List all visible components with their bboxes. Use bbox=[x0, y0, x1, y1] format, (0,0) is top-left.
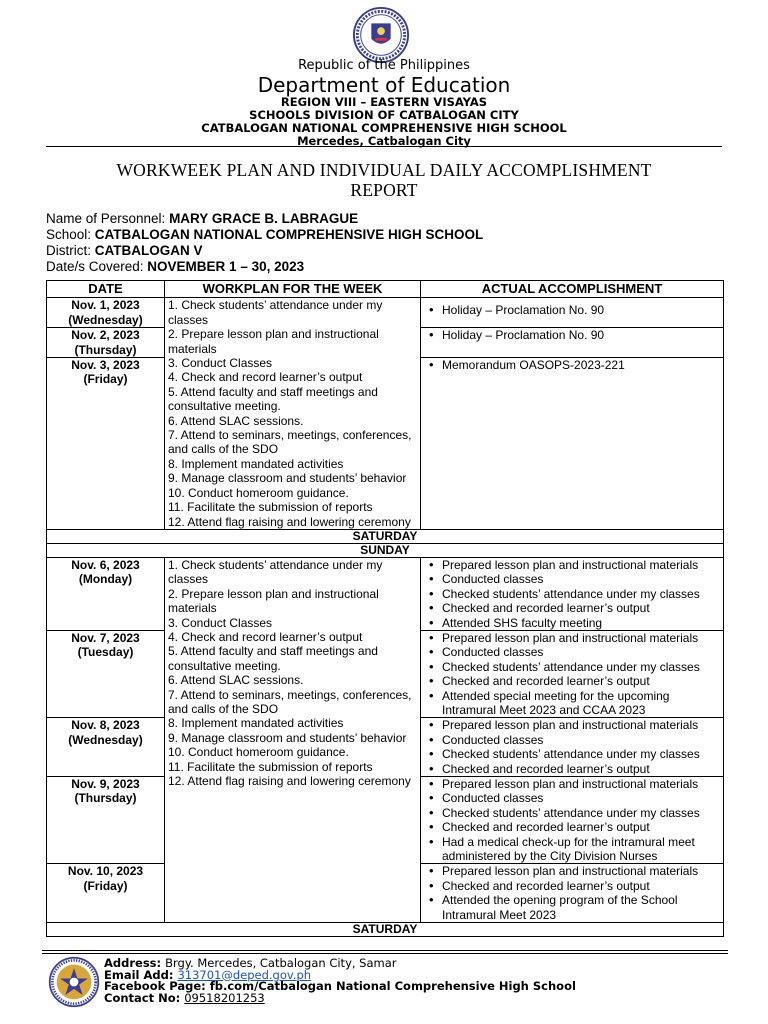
date-cell bbox=[47, 777, 165, 864]
republic-line: Republic of the Philippines bbox=[298, 58, 470, 73]
workplan-item: 2. Prepare lesson plan and instructional materials bbox=[168, 586, 379, 616]
title-line-1: WORKWEEK PLAN AND INDIVIDUAL DAILY ACCOMPLISHMENT bbox=[116, 160, 652, 180]
header-divider bbox=[46, 146, 722, 147]
list-item: • Prepared lesson plan and instructional materials bbox=[442, 558, 720, 572]
day-text: (Thursday) bbox=[74, 791, 137, 806]
workplan-item: 7. Attend to seminars, meetings, conferences, and calls of the SDO bbox=[168, 428, 412, 457]
contact-row bbox=[104, 990, 576, 1005]
date-cell bbox=[47, 557, 165, 630]
workplan-item: 8. Implement mandated activities bbox=[168, 456, 344, 471]
workplan-item: 10. Conduct homeroom guidance. bbox=[168, 485, 349, 500]
accomplishment-cell bbox=[421, 718, 724, 777]
list-item: • Attended the opening program of the School Intramural Meet 2023 bbox=[442, 893, 720, 922]
date-text: Nov. 3, 2023 bbox=[71, 358, 140, 373]
contact-label: Contact No: bbox=[104, 990, 185, 1005]
list-item: • Conducted classes bbox=[442, 733, 720, 747]
date-cell bbox=[47, 298, 165, 328]
day-text: (Friday) bbox=[83, 372, 128, 387]
footer-divider bbox=[42, 950, 728, 951]
name-label: Name of Personnel: bbox=[46, 211, 170, 226]
accomplishment-cell bbox=[421, 358, 724, 530]
header-accomplishment: ACTUAL ACCOMPLISHMENT bbox=[421, 281, 724, 298]
email-link[interactable]: 313701@deped.gov.ph bbox=[177, 967, 312, 982]
list-item: • Prepared lesson plan and instructional materials bbox=[442, 777, 720, 791]
table-row bbox=[47, 557, 724, 630]
workplan-item: 1. Check students’ attendance under my classes bbox=[168, 298, 383, 327]
date-text: Nov. 10, 2023 bbox=[67, 864, 144, 879]
workplan-item: 4. Check and record learner’s output bbox=[168, 370, 363, 385]
header-workplan: WORKPLAN FOR THE WEEK bbox=[165, 281, 421, 298]
list-item: • Checked students’ attendance under my classes bbox=[442, 660, 720, 674]
list-item: • Prepared lesson plan and instructional materials bbox=[442, 631, 720, 645]
saturday-label: SATURDAY bbox=[47, 923, 724, 937]
list-item: • Checked students’ attendance under my classes bbox=[442, 587, 720, 601]
school-line: CATBALOGAN NATIONAL COMPREHENSIVE HIGH SCHOOL bbox=[201, 121, 567, 135]
address-label: Address: bbox=[104, 956, 166, 970]
workplan-item: 3. Conduct Classes bbox=[168, 356, 273, 371]
accomplishment-cell bbox=[421, 630, 724, 717]
accomplishment-cell bbox=[421, 557, 724, 630]
department-name: Department of Education bbox=[257, 73, 511, 97]
date-text: Nov. 7, 2023 bbox=[71, 630, 140, 645]
list-item: • Holiday – Proclamation No. 90 bbox=[442, 328, 720, 342]
name-value: MARY GRACE B. LABRAGUE bbox=[169, 211, 359, 226]
personnel-info bbox=[46, 211, 483, 275]
workplan-table bbox=[46, 280, 724, 937]
list-item: • Attended special meeting for the upcoming Intramural Meet 2023 and CCAA 2023 bbox=[442, 689, 720, 718]
table-row-saturday bbox=[47, 923, 724, 937]
accomplishment-cell bbox=[421, 328, 724, 358]
date-cell bbox=[47, 328, 165, 358]
workplan-cell-week2 bbox=[165, 557, 421, 922]
footer-divider-thin bbox=[42, 953, 728, 954]
list-item: • Checked and recorded learner’s output bbox=[442, 601, 720, 615]
date-text: Nov. 8, 2023 bbox=[71, 718, 140, 733]
dates-label: Date/s Covered: bbox=[46, 259, 148, 274]
workplan-item: 3. Conduct Classes bbox=[168, 615, 273, 630]
header-date: DATE bbox=[47, 281, 165, 298]
workplan-item: 6. Attend SLAC sessions. bbox=[168, 673, 304, 688]
workplan-item: 10. Conduct homeroom guidance. bbox=[168, 745, 349, 760]
list-item: • Had a medical check-up for the intramural meet administered by the City Division Nurses bbox=[442, 835, 720, 864]
school-value: CATBALOGAN NATIONAL COMPREHENSIVE HIGH SCHOOL bbox=[94, 227, 484, 242]
date-text: Nov. 9, 2023 bbox=[71, 777, 140, 791]
list-item: • Conducted classes bbox=[442, 572, 720, 586]
workplan-item: 12. Attend flag raising and lowering ceremony bbox=[168, 774, 411, 788]
list-item: • Conducted classes bbox=[442, 645, 720, 659]
workplan-item: 11. Facilitate the submission of reports bbox=[168, 759, 373, 774]
workplan-item: 1. Check students’ attendance under my classes bbox=[168, 557, 383, 587]
list-item: • Checked students’ attendance under my classes bbox=[442, 806, 720, 820]
workplan-item: 5. Attend faculty and staff meetings and consultative meeting. bbox=[168, 384, 378, 414]
table-row-saturday bbox=[47, 529, 724, 543]
date-cell bbox=[47, 630, 165, 717]
region-line: REGION VIII – EASTERN VISAYAS bbox=[280, 95, 488, 109]
school-label: School: bbox=[46, 227, 95, 242]
day-text: (Wednesday) bbox=[68, 312, 143, 327]
title-line-2: REPORT bbox=[350, 180, 418, 200]
district-row bbox=[46, 243, 483, 259]
saturday-label: SATURDAY bbox=[47, 529, 724, 543]
district-label: District: bbox=[46, 243, 95, 258]
workplan-item: 12. Attend flag raising and lowering ceremony bbox=[168, 514, 411, 529]
document-title bbox=[46, 160, 722, 200]
facebook-value: fb.com/Catbalogan National Comprehensive High School bbox=[209, 979, 576, 993]
list-item: • Prepared lesson plan and instructional materials bbox=[442, 718, 720, 732]
list-item: • Attended SHS faculty meeting bbox=[442, 616, 720, 630]
school-seal-icon bbox=[48, 956, 100, 1008]
workplan-item: 9. Manage classroom and students’ behavior bbox=[168, 471, 407, 486]
letterhead bbox=[0, 58, 768, 148]
date-text: Nov. 6, 2023 bbox=[71, 557, 140, 572]
list-item: • Prepared lesson plan and instructional materials bbox=[442, 864, 720, 878]
email-label: Email Add: bbox=[104, 967, 178, 982]
day-text: (Tuesday) bbox=[77, 645, 134, 660]
table-row-sunday bbox=[47, 543, 724, 557]
dates-row bbox=[46, 259, 483, 275]
list-item: • Holiday – Proclamation No. 90 bbox=[442, 303, 720, 317]
date-cell bbox=[47, 864, 165, 923]
workplan-item: 11. Facilitate the submission of reports bbox=[168, 500, 373, 515]
date-cell bbox=[47, 358, 165, 530]
date-text: Nov. 1, 2023 bbox=[71, 298, 140, 313]
accomplishment-cell bbox=[421, 777, 724, 864]
accomplishment-cell bbox=[421, 298, 724, 328]
division-line: SCHOOLS DIVISION OF CATBALOGAN CITY bbox=[249, 108, 519, 122]
list-item: • Memorandum OASOPS-2023-221 bbox=[442, 358, 720, 372]
workplan-item: 5. Attend faculty and staff meetings and consultative meeting. bbox=[168, 644, 378, 673]
name-row bbox=[46, 211, 483, 227]
day-text: (Friday) bbox=[83, 878, 128, 893]
table-row bbox=[47, 298, 724, 328]
list-item: • Checked and recorded learner’s output bbox=[442, 674, 720, 688]
workplan-item: 6. Attend SLAC sessions. bbox=[168, 413, 304, 428]
workplan-item: 7. Attend to seminars, meetings, conferences, and calls of the SDO bbox=[168, 687, 412, 716]
list-item: • Checked and recorded learner’s output bbox=[442, 820, 720, 834]
deped-seal-icon bbox=[352, 6, 410, 64]
workplan-item: 4. Check and record learner’s output bbox=[168, 629, 363, 644]
location-line: Mercedes, Catbalogan City bbox=[297, 134, 471, 148]
date-cell bbox=[47, 718, 165, 777]
table-header-row bbox=[47, 281, 724, 298]
accomplishment-cell bbox=[421, 864, 724, 923]
address-value: Brgy. Mercedes, Catbalogan City, Samar bbox=[165, 956, 397, 970]
workplan-item: 2. Prepare lesson plan and instructional materials bbox=[168, 327, 379, 356]
list-item: • Checked and recorded learner’s output bbox=[442, 762, 720, 776]
district-value: CATBALOGAN V bbox=[94, 243, 203, 258]
list-item: • Checked students’ attendance under my classes bbox=[442, 747, 720, 761]
list-item: • Conducted classes bbox=[442, 791, 720, 805]
day-text: (Monday) bbox=[78, 572, 133, 587]
contact-value: 09518201253 bbox=[184, 990, 265, 1005]
dates-value: NOVEMBER 1 – 30, 2023 bbox=[147, 259, 305, 274]
list-item: • Checked and recorded learner’s output bbox=[442, 879, 720, 893]
workplan-cell-week1 bbox=[165, 298, 421, 530]
school-row bbox=[46, 227, 483, 243]
facebook-label: Facebook Page: bbox=[104, 979, 210, 993]
workplan-item: 8. Implement mandated activities bbox=[168, 716, 344, 731]
day-text: (Wednesday) bbox=[68, 732, 143, 747]
footer-contact bbox=[104, 958, 576, 1004]
date-text: Nov. 2, 2023 bbox=[71, 328, 140, 343]
workplan-item: 9. Manage classroom and students’ behavior bbox=[168, 730, 407, 745]
day-text: (Thursday) bbox=[74, 342, 137, 357]
sunday-label: SUNDAY bbox=[47, 543, 724, 557]
